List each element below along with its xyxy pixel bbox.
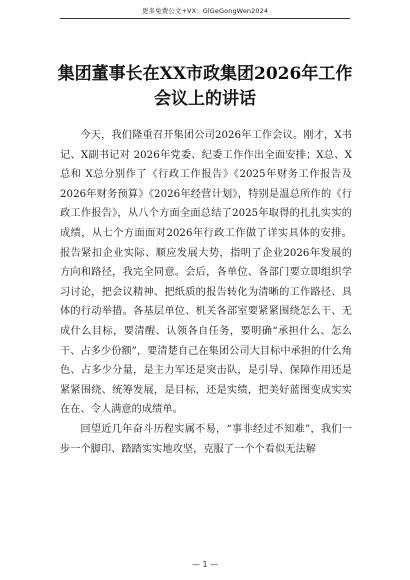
- body-paragraph: 今天，我们隆重召开集团公司2026年工作会议。刚才，X书记、X副书记对 2026年党委、纪委工作作出全面安排；X总、X总和 X总分别作了《行政工作报告》《2025年财务工作报告及 2026年财务预算》《2026年经营计划》，特别是温总所作的《行政工作报告》，从八个方面全面总结了2025年取得的扎扎实实的成绩，从七个方面面对2026年行政工作做了详实具体的安排。报告紧扣企业实际、顺应发展大势，指明了企业2026年发展的方向和路径，我完全同意。会后，各单位、各部门要立即组织学习讨论，把会议精神、把纸质的报告转化为清晰的工作路径、具体的行动举措。各基层单位、机关各部室要紧紧围绕怎么干、无成什么目标，要清醒、认领各自任务，要明确“承担什么、怎么干、占多少份额”，要清楚自己在集团公司大目标中承担的什么角色、占多少分量，是主力军还是突击队，是引导、保障作用还是紧紧围绕、统筹发展，是目标，还是实绩，把美好蓝图变成实实在在、令人满意的成绩单。: [60, 130, 352, 416]
- page-number: — 1 —: [191, 560, 219, 569]
- page-header-text: 更多免费公文+VX：GlGeGongWen2024: [141, 7, 269, 15]
- header-divider: [60, 18, 350, 19]
- document-body: [60, 126, 352, 459]
- document-title: 集团董事长在XX市政集团2026年工作会议上的讲话: [57, 64, 353, 109]
- body-paragraph: 回望近几年奋斗历程实属不易，“事非经过不知难”，我们一步一个脚印、踏踏实实地攻坚，克服了一个个看似无法解: [60, 423, 352, 455]
